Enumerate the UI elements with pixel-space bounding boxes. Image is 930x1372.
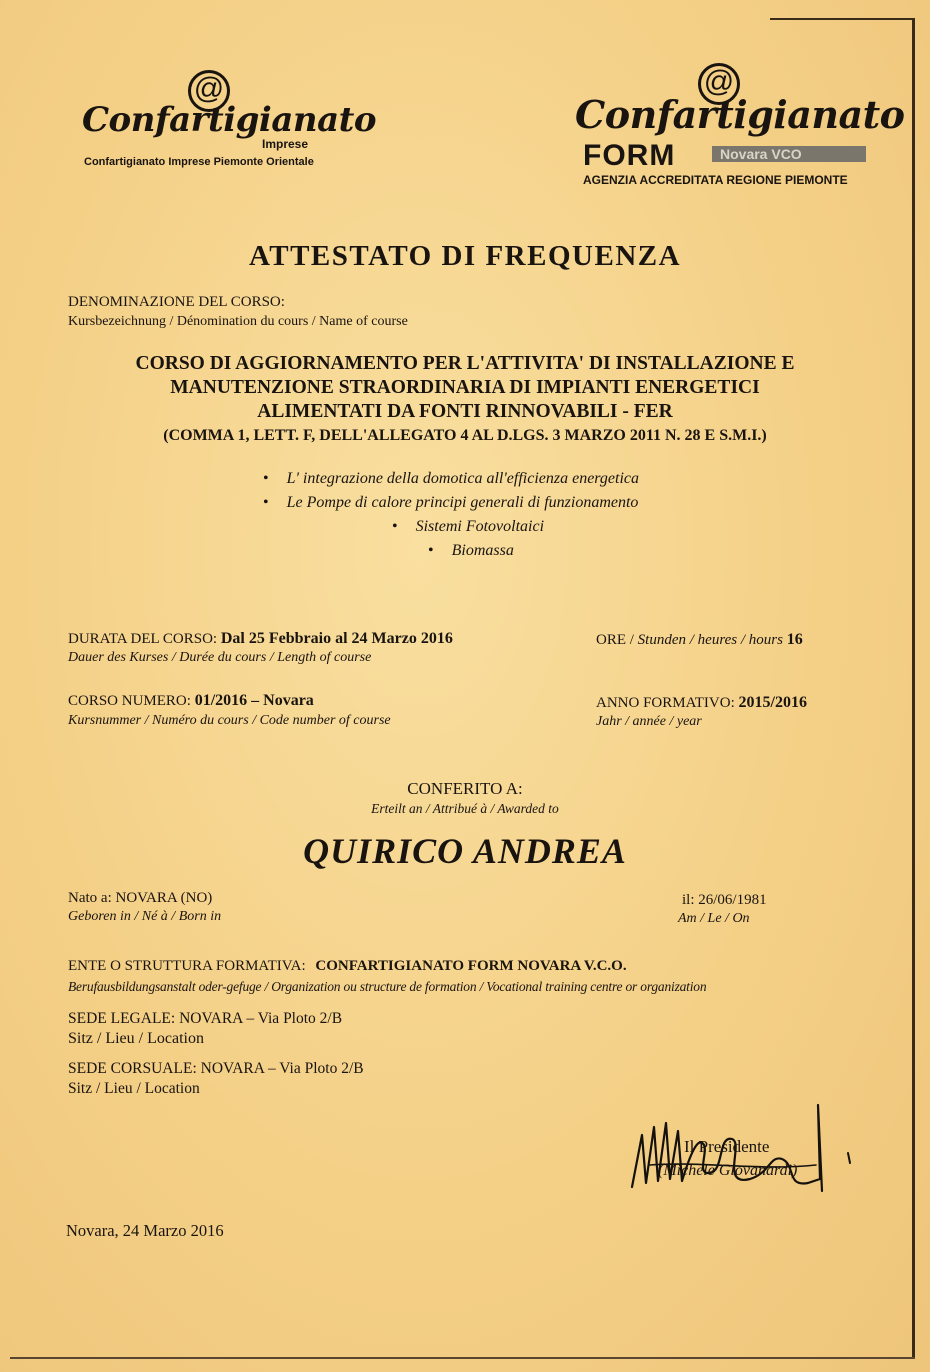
academic-year-row — [596, 694, 807, 712]
frame-bottom-border — [10, 1357, 915, 1359]
certificate-title: ATTESTATO DI FREQUENZA — [248, 240, 682, 272]
birth-place: Nato a: NOVARA (NO) — [68, 890, 213, 906]
legal-seat-translations: Sitz / Lieu / Location — [68, 1030, 204, 1047]
list-item: • Le Pompe di calore principi generali di funzionamento — [263, 494, 639, 511]
list-item: • Biomassa — [428, 542, 514, 559]
course-number-row — [68, 692, 314, 710]
signature-role: Il Presidente — [684, 1137, 770, 1156]
course-title-line: CORSO DI AGGIORNAMENTO PER L'ATTIVITA' DI INSTALLAZIONE E — [135, 353, 795, 374]
bullet-icon: • — [263, 494, 269, 511]
academic-year-translations: Jahr / année / year — [596, 714, 702, 729]
duration-row — [68, 630, 453, 648]
birth-date: il: 26/06/1981 — [682, 892, 767, 908]
logo-right-brand: Confartigianato — [575, 92, 905, 137]
academic-year-value: 2015/2016 — [738, 694, 807, 711]
place-date: Novara, 24 Marzo 2016 — [66, 1221, 224, 1240]
hours-row — [596, 631, 803, 649]
academic-year-label: ANNO FORMATIVO: — [596, 695, 735, 711]
list-item: • Sistemi Fotovoltaici — [392, 518, 545, 535]
signature-name: (Michele Giovanardi) — [658, 1162, 798, 1179]
frame-top-border — [770, 18, 915, 20]
course-title-line: ALIMENTATI DA FONTI RINNOVABILI - FER — [257, 401, 673, 422]
course-name-label: DENOMINAZIONE DEL CORSO: — [68, 294, 285, 310]
entity-value: CONFARTIGIANATO FORM NOVARA V.C.O. — [315, 958, 627, 974]
bullet-icon: • — [263, 470, 269, 487]
logo-left-caption: Confartigianato Imprese Piemonte Orientale — [84, 156, 314, 168]
awarded-translations: Erteilt an / Attribué à / Awarded to — [371, 801, 559, 816]
course-title-reference: (COMMA 1, LETT. F, DELL'ALLEGATO 4 AL D.LGS. 3 MARZO 2011 N. 28 E S.M.I.) — [163, 427, 767, 444]
duration-label: DURATA DEL CORSO: — [68, 631, 218, 647]
at-symbol-icon: @ — [188, 70, 230, 112]
at-symbol-icon: @ — [698, 63, 740, 105]
birth-date-translations: Am / Le / On — [678, 911, 750, 926]
course-title — [30, 352, 900, 448]
course-seat: SEDE CORSUALE: NOVARA – Via Ploto 2/B — [68, 1060, 364, 1077]
logo-left-brand: Confartigianato — [82, 100, 377, 140]
course-number-value: 01/2016 – Novara — [194, 692, 314, 709]
hours-value: 16 — [786, 631, 803, 648]
logo-right-caption: AGENZIA ACCREDITATA REGIONE PIEMONTE — [583, 173, 848, 187]
course-number-translations: Kursnummer / Numéro du cours / Code number of course — [68, 713, 391, 728]
legal-seat: SEDE LEGALE: NOVARA – Via Ploto 2/B — [68, 1010, 343, 1027]
birth-place-translations: Geboren in / Né à / Born in — [68, 909, 222, 924]
course-seat-translations: Sitz / Lieu / Location — [68, 1080, 200, 1097]
logo-right-region: Novara VCO — [712, 146, 866, 162]
course-title-line: MANUTENZIONE STRAORDINARIA DI IMPIANTI ENERGETICI — [170, 377, 760, 398]
frame-right-border — [912, 18, 915, 1358]
entity-row — [68, 958, 627, 975]
duration-translations: Dauer des Kurses / Durée du cours / Length of course — [68, 650, 372, 665]
entity-label: ENTE O STRUTTURA FORMATIVA: — [68, 958, 306, 974]
list-item: • L' integrazione della domotica all'efficienza energetica — [263, 470, 640, 487]
recipient-name: QUIRICO ANDREA — [303, 831, 627, 871]
duration-value: Dal 25 Febbraio al 24 Marzo 2016 — [220, 630, 453, 647]
hours-translations: Stunden / heures / hours — [637, 632, 783, 648]
hours-label: ORE / — [596, 632, 634, 648]
awarded-label: CONFERITO A: — [407, 779, 523, 798]
course-name-translations: Kursbezeichnung / Dénomination du cours / Name of course — [68, 314, 408, 329]
logo-left-sub: Imprese — [262, 137, 309, 151]
bullet-icon: • — [392, 518, 398, 535]
course-number-label: CORSO NUMERO: — [68, 693, 191, 709]
handwritten-signature — [620, 1095, 870, 1205]
entity-translations: Berufausbildungsanstalt oder-gefuge / Organization ou structure de formation / Vocational training centre or organization — [68, 979, 707, 994]
logo-right-form: FORM — [583, 139, 676, 172]
bullet-icon: • — [428, 542, 434, 559]
